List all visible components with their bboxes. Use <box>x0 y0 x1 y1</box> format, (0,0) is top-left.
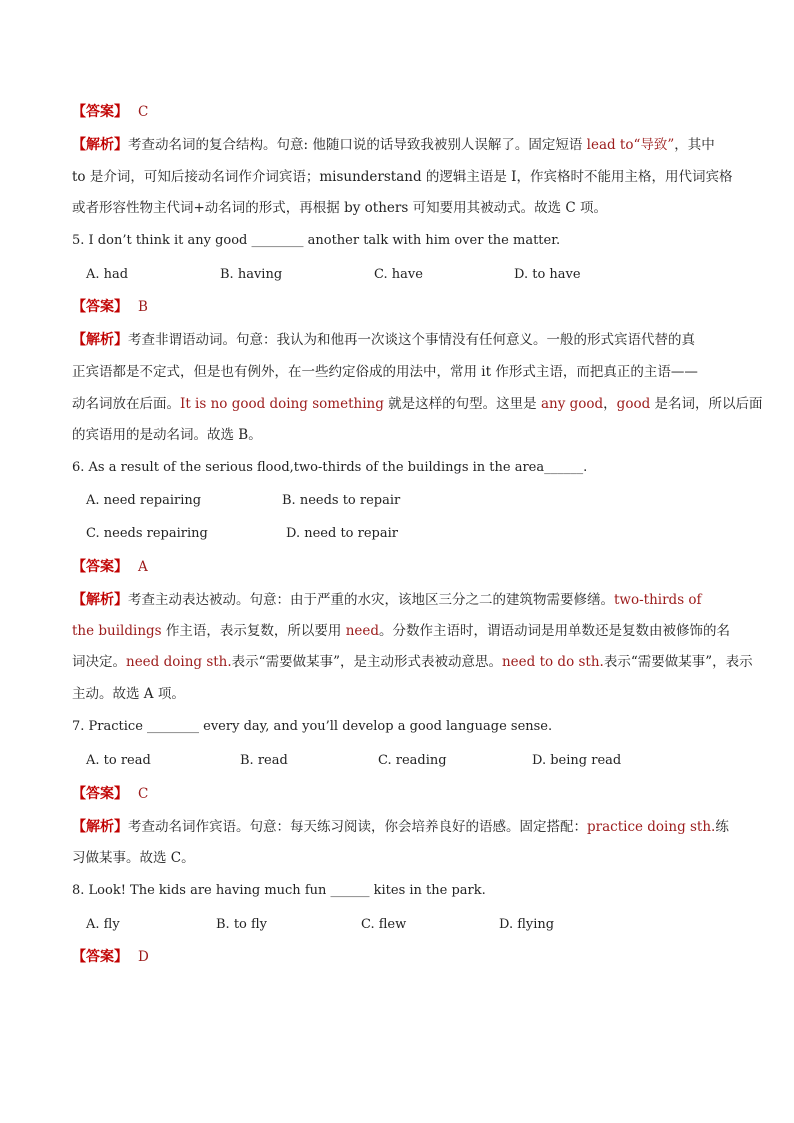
q5-option-b: B. having <box>220 267 283 282</box>
analysis-text: 的宾语用的是动名词。故选 B。 <box>72 427 262 443</box>
q8-option-d: D. flying <box>499 917 555 932</box>
q8-answer: D <box>138 949 149 965</box>
analysis-highlight: need doing sth. <box>126 654 232 670</box>
analysis-text: 就是这样的句型。这里是 <box>383 396 541 412</box>
q5-answer: B <box>138 299 148 315</box>
analysis-text: 动名词放在后面。 <box>72 396 180 412</box>
analysis-highlight: two-thirds of <box>614 592 702 608</box>
q8-stem: 8. Look! The kids are having much fun ______ kites in the park. <box>72 883 486 898</box>
q7-answer: C <box>138 786 149 802</box>
q6-option-c: C. needs repairing <box>86 526 208 541</box>
answer-label: 【答案】 <box>72 104 128 120</box>
analysis-text: to 是介词，可知后接动名词作介词宾语；misunderstand 的逻辑主语是 I，作宾格时不能用主格，用代词宾格 <box>72 169 733 185</box>
analysis-text: 表示“需要做某事”，表示 <box>603 654 753 670</box>
q8-option-b: B. to fly <box>216 917 268 932</box>
q5-stem: 5. I don’t think it any good ________ another talk with him over the matter. <box>72 233 561 248</box>
analysis-text: 。分数作主语时，谓语动词是用单数还是复数由被修饰的名 <box>379 623 731 639</box>
q7-stem: 7. Practice ________ every day, and you’ll develop a good language sense. <box>72 719 553 734</box>
q8-answer-line <box>72 947 732 967</box>
q5-option-c: C. have <box>374 267 423 282</box>
q6-option-d: D. need to repair <box>286 526 398 541</box>
analysis-text: 是名词，所以后面 <box>650 396 763 412</box>
analysis-label: 【解析】 <box>72 592 128 608</box>
analysis-text: 考查非谓语动词。句意：我认为和他再一次谈这个事情没有任何意义。一般的形式宾语代替的真 <box>128 332 695 348</box>
q5-answer-line <box>72 297 732 317</box>
q4-analysis-line-1 <box>72 135 732 155</box>
q5-option-a: A. had <box>86 267 129 282</box>
q7-option-d: D. being read <box>532 753 622 768</box>
q6-analysis-line-2 <box>72 621 732 641</box>
q6-stem: 6. As a result of the serious flood,two-thirds of the buildings in the area______. <box>72 460 588 475</box>
q5-option-d: D. to have <box>514 267 581 282</box>
q7-analysis-line-2 <box>72 848 732 868</box>
analysis-label: 【解析】 <box>72 137 128 153</box>
q6-analysis-line-4 <box>72 684 732 704</box>
q6-answer: A <box>138 559 148 575</box>
analysis-text: 习做某事。故选 C。 <box>72 850 195 866</box>
q5-analysis-line-4 <box>72 425 732 445</box>
q8-option-c: C. flew <box>361 917 407 932</box>
analysis-text: 主动。故选 A 项。 <box>72 686 185 702</box>
q4-answer-line <box>72 102 732 122</box>
analysis-text: 正宾语都是不定式，但是也有例外，在一些约定俗成的用法中，常用 it 作形式主语，而把真正的主语—— <box>72 364 698 380</box>
q5-analysis-line-2 <box>72 362 732 382</box>
analysis-text: 考查动名词作宾语。句意：每天练习阅读，你会培养良好的语感。固定搭配： <box>128 819 587 835</box>
q6-option-b: B. needs to repair <box>282 493 401 508</box>
analysis-highlight: good <box>616 396 651 412</box>
q4-answer: C <box>138 104 149 120</box>
answer-label: 【答案】 <box>72 299 128 315</box>
analysis-text: 练 <box>715 819 729 835</box>
q7-option-c: C. reading <box>378 753 447 768</box>
q6-analysis-line-1 <box>72 590 732 610</box>
analysis-text: 作主语，表示复数，所以要用 <box>161 623 346 639</box>
q7-answer-line <box>72 784 732 804</box>
analysis-label: 【解析】 <box>72 332 128 348</box>
analysis-highlight: any good <box>540 396 604 412</box>
analysis-label: 【解析】 <box>72 819 128 835</box>
q8-option-a: A. fly <box>86 917 120 932</box>
q6-answer-line <box>72 557 732 577</box>
q6-option-a: A. need repairing <box>86 493 202 508</box>
q5-analysis-line-1 <box>72 330 732 350</box>
analysis-highlight: practice doing sth. <box>587 819 716 835</box>
analysis-highlight: the buildings <box>72 623 162 639</box>
q7-option-b: B. read <box>240 753 288 768</box>
answer-label: 【答案】 <box>72 949 128 965</box>
analysis-text: 或者形容性物主代词+动名词的形式，再根据 by others 可知要用其被动式。故选 C 项。 <box>72 200 607 216</box>
analysis-text: 考查动名词的复合结构。句意: 他随口说的话导致我被别人误解了。固定短语 <box>128 137 587 153</box>
analysis-highlight: It is no good doing something <box>180 396 384 412</box>
q4-analysis-line-2 <box>72 167 732 187</box>
q4-analysis-line-3 <box>72 198 732 218</box>
analysis-text: 表示“需要做某事”，是主动形式表被动意思。 <box>231 654 502 670</box>
analysis-text: ， <box>603 396 617 412</box>
q5-analysis-line-3 <box>72 394 763 414</box>
answer-label: 【答案】 <box>72 559 128 575</box>
analysis-text: ，其中 <box>674 137 715 153</box>
analysis-text: 词决定。 <box>72 654 126 670</box>
q7-analysis-line-1 <box>72 817 732 837</box>
analysis-highlight: lead to“导致” <box>586 137 675 153</box>
analysis-text: 考查主动表达被动。句意：由于严重的水灾，该地区三分之二的建筑物需要修缮。 <box>128 592 614 608</box>
analysis-highlight: need <box>345 623 380 639</box>
answer-label: 【答案】 <box>72 786 128 802</box>
q6-analysis-line-3 <box>72 652 753 672</box>
q7-option-a: A. to read <box>86 753 151 768</box>
analysis-highlight: need to do sth. <box>501 654 604 670</box>
